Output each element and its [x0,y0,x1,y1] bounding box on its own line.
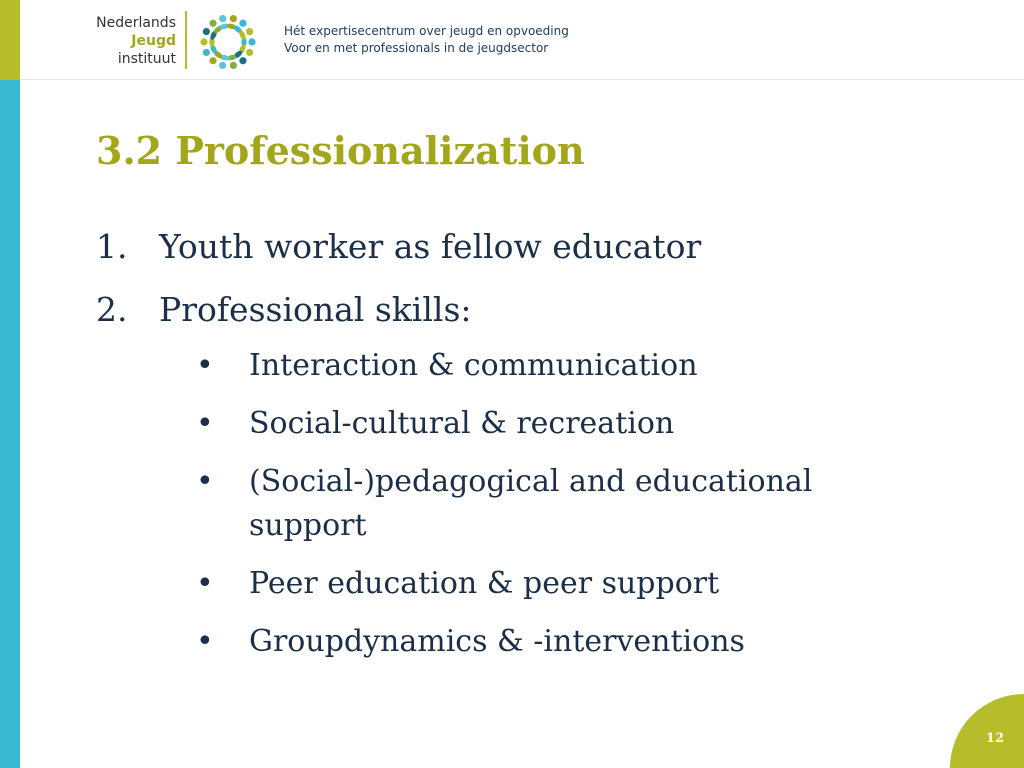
circle-of-people-logo-icon [196,10,260,74]
bullet-text: (Social-)pedagogical and educational support [249,464,813,543]
tagline-line-2: Voor en met professionals in de jeugdsector [284,41,549,55]
bullet-item [196,562,916,606]
bullet-marker: • [196,566,214,601]
bullet-text: Social-cultural & recreation [249,406,675,441]
bullet-item [196,402,916,446]
bullet-item [196,460,916,548]
slide-title: 3.2 Professionalization [96,128,585,173]
skills-bullet-list [196,344,916,678]
accent-bar-top [0,0,20,80]
bullet-text: Groupdynamics & -interventions [249,624,745,659]
accent-bar-side [0,80,20,768]
numbered-item [96,287,701,350]
brand-line-1: Nederlands [96,15,176,31]
brand-name [92,14,176,68]
bullet-marker: • [196,406,214,441]
item-text: Youth worker as fellow educator [159,227,702,266]
item-text: Professional skills: [159,290,472,329]
tagline-line-1: Hét expertisecentrum over jeugd en opvoeding [284,24,569,38]
bullet-marker: • [196,464,214,499]
numbered-item [96,224,701,287]
bullet-marker: • [196,348,214,383]
brand-line-2: Jeugd [131,33,176,49]
bullet-marker: • [196,624,214,659]
numbered-list [96,224,701,350]
bullet-item [196,344,916,388]
header-divider [20,79,1024,80]
item-number: 2. [96,290,128,329]
tagline [284,23,569,57]
bullet-item [196,620,916,664]
bullet-text: Peer education & peer support [249,566,720,601]
item-number: 1. [96,227,128,266]
bullet-text: Interaction & communication [249,348,698,383]
page-number: 12 [985,731,1004,746]
brand-divider [185,11,187,69]
brand-line-3: instituut [117,51,176,67]
